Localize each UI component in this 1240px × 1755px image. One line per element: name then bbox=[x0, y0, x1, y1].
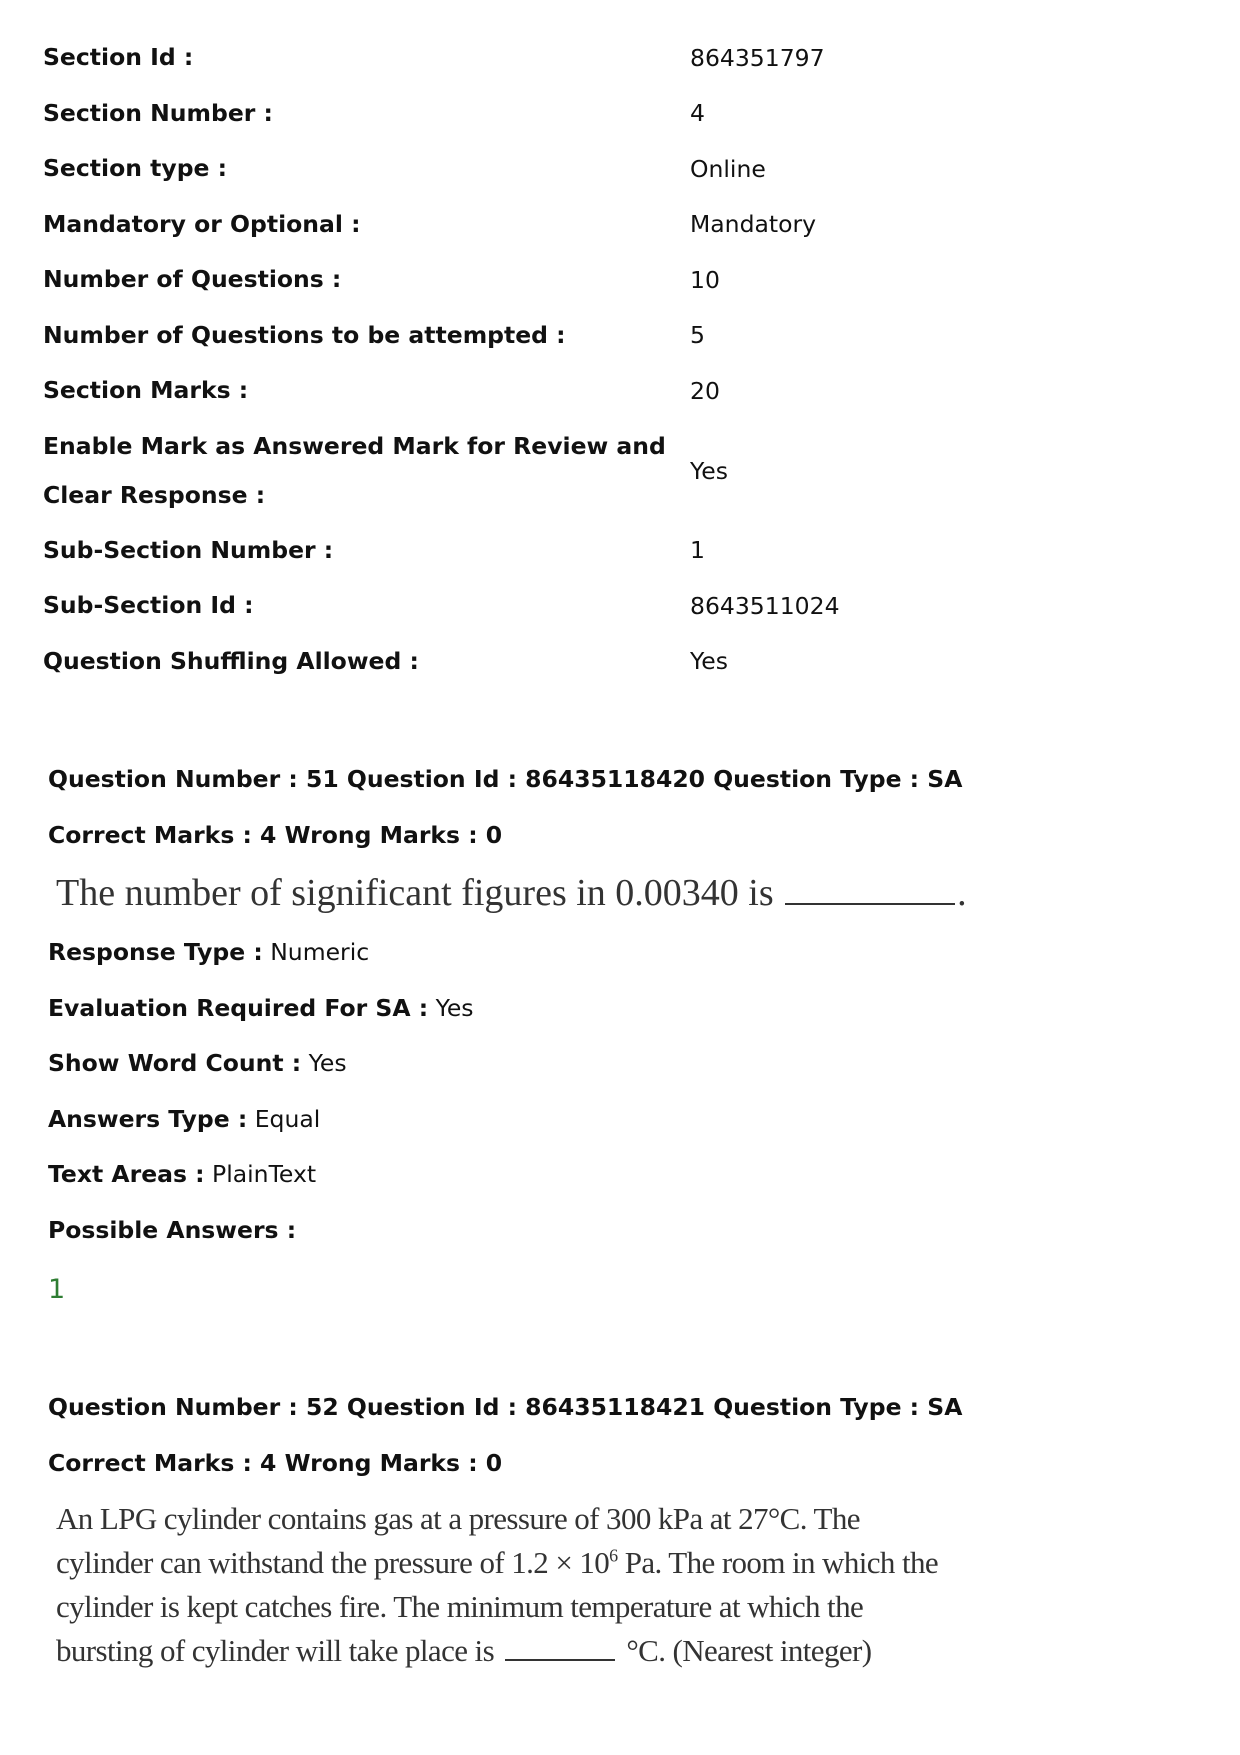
section-info-table bbox=[43, 30, 1193, 689]
possible-answers-row bbox=[48, 1203, 1198, 1259]
question-marks: Correct Marks : 4 Wrong Marks : 0 bbox=[48, 1448, 503, 1477]
subsection-id-value: 8643511024 bbox=[690, 591, 840, 620]
num-attempt-label: Number of Questions to be attempted : bbox=[43, 320, 566, 349]
section-row bbox=[43, 523, 1193, 579]
response-type-row bbox=[48, 925, 1198, 981]
section-row bbox=[43, 634, 1193, 690]
shuffling-label: Question Shuffling Allowed : bbox=[43, 646, 419, 675]
answer-blank bbox=[785, 869, 955, 905]
enable-mark-label bbox=[43, 422, 690, 520]
section-row bbox=[43, 252, 1193, 308]
text-areas-row bbox=[48, 1147, 1198, 1203]
text-areas-value: PlainText bbox=[212, 1160, 317, 1188]
section-row bbox=[43, 197, 1193, 253]
section-number-value: 4 bbox=[690, 99, 705, 128]
answers-type-label: Answers Type : bbox=[48, 1104, 248, 1133]
section-marks-value: 20 bbox=[690, 376, 720, 405]
mandatory-label: Mandatory or Optional : bbox=[43, 209, 361, 238]
word-count-value: Yes bbox=[308, 1049, 347, 1077]
question-header: Question Number : 52 Question Id : 86435118421 Question Type : SA bbox=[48, 1393, 963, 1421]
response-type-label: Response Type : bbox=[48, 938, 263, 966]
question-marks: Correct Marks : 4 Wrong Marks : 0 bbox=[48, 820, 503, 849]
question-text-end: . bbox=[957, 872, 967, 914]
enable-mark-label-line1: Enable Mark as Answered Mark for Review and bbox=[43, 431, 666, 460]
possible-answers-label: Possible Answers : bbox=[48, 1215, 297, 1244]
section-row bbox=[43, 86, 1193, 142]
question-header: Question Number : 51 Question Id : 86435118420 Question Type : SA bbox=[48, 765, 963, 793]
question-block-51 bbox=[48, 752, 1198, 1322]
subsection-id-label: Sub-Section Id : bbox=[43, 591, 254, 620]
question-text-part1: An LPG cylinder contains gas at a pressure of 300 kPa at 27°C. The cylinder can withstand the pressure of 1.2 × 10 bbox=[56, 1501, 860, 1580]
num-attempt-value: 5 bbox=[690, 321, 705, 350]
evaluation-row bbox=[48, 981, 1198, 1037]
word-count-label: Show Word Count : bbox=[48, 1049, 302, 1077]
section-row bbox=[43, 308, 1193, 364]
section-type-value: Online bbox=[690, 154, 766, 183]
section-row bbox=[43, 141, 1193, 197]
section-row bbox=[43, 419, 1193, 523]
enable-mark-label-line2: Clear Response : bbox=[43, 480, 266, 509]
num-questions-label: Number of Questions : bbox=[43, 265, 342, 294]
question-text-exponent: 6 bbox=[609, 1545, 618, 1566]
evaluation-value: Yes bbox=[435, 993, 474, 1022]
question-text-body: The number of significant figures in 0.00340 is bbox=[56, 872, 774, 914]
section-type-label: Section type : bbox=[43, 154, 228, 183]
word-count-row bbox=[48, 1036, 1198, 1092]
section-number-label: Section Number : bbox=[43, 98, 273, 127]
question-text-part3: °C. (Nearest integer) bbox=[626, 1633, 872, 1668]
subsection-number-label: Sub-Section Number : bbox=[43, 535, 334, 564]
possible-answer-value: 1 bbox=[48, 1274, 66, 1305]
mandatory-value: Mandatory bbox=[690, 210, 817, 239]
answers-type-row bbox=[48, 1092, 1198, 1148]
text-areas-label: Text Areas : bbox=[48, 1160, 205, 1188]
section-id-label: Section Id : bbox=[43, 43, 194, 72]
question-text bbox=[56, 1497, 956, 1673]
enable-mark-value: Yes bbox=[690, 456, 728, 485]
answer-blank bbox=[505, 1635, 615, 1661]
question-block-52 bbox=[48, 1380, 1198, 1673]
section-id-value: 864351797 bbox=[690, 43, 825, 72]
question-text bbox=[56, 863, 1198, 925]
num-questions-value: 10 bbox=[690, 265, 720, 294]
response-type-value: Numeric bbox=[270, 938, 370, 966]
question-text-part2: Pa. The room in which the cylinder is kept catches fire. The minimum temperature at which the bursting of cylinder will take place is bbox=[56, 1545, 939, 1668]
shuffling-value: Yes bbox=[690, 647, 728, 676]
section-row bbox=[43, 30, 1193, 86]
section-row bbox=[43, 363, 1193, 419]
section-marks-label: Section Marks : bbox=[43, 376, 249, 405]
subsection-number-value: 1 bbox=[690, 536, 705, 565]
section-row bbox=[43, 578, 1193, 634]
answers-type-value: Equal bbox=[254, 1104, 321, 1133]
evaluation-label: Evaluation Required For SA : bbox=[48, 993, 429, 1022]
